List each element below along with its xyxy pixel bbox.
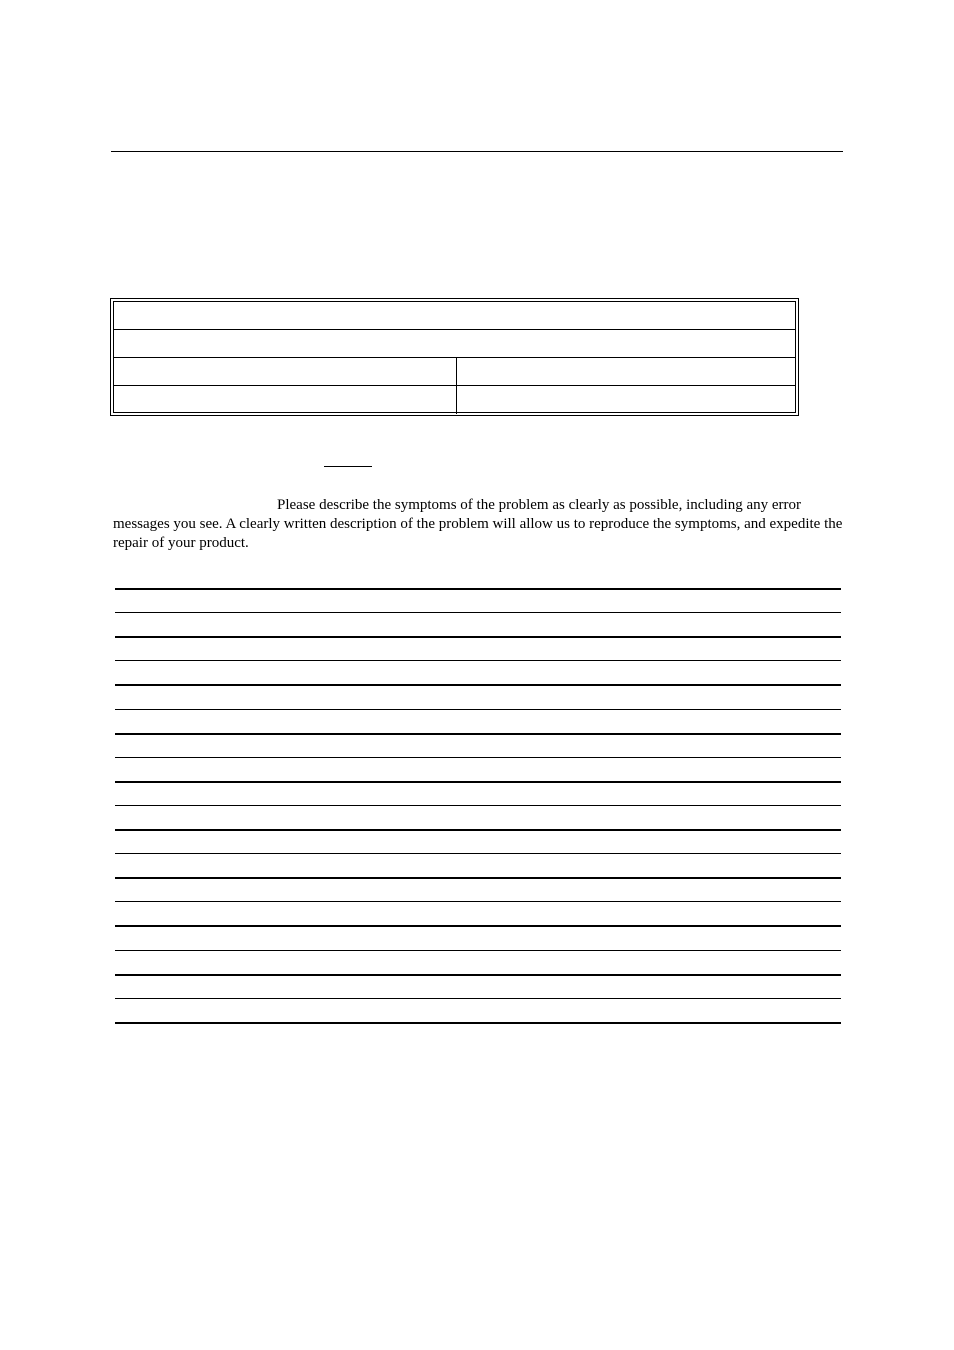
description-line[interactable] (115, 660, 841, 661)
description-line[interactable] (115, 998, 841, 999)
header-rule (111, 151, 843, 152)
problem-instructions: Please describe the symptoms of the problem as clearly as possible, including any error messages you see. A clearly written description of the problem will allow us to reproduce the symptoms, and expedite the repair of your product. (113, 497, 843, 551)
description-line[interactable] (115, 709, 841, 710)
description-line[interactable] (115, 781, 841, 783)
description-line[interactable] (115, 925, 841, 927)
description-line[interactable] (115, 853, 841, 854)
info-row-4 (114, 386, 795, 414)
customer-info-table (110, 298, 799, 416)
description-line[interactable] (115, 733, 841, 735)
description-line[interactable] (115, 636, 841, 638)
description-line[interactable] (115, 757, 841, 758)
description-line[interactable] (115, 901, 841, 902)
description-line[interactable] (115, 950, 841, 951)
description-line[interactable] (115, 684, 841, 686)
description-line[interactable] (115, 829, 841, 831)
description-line[interactable] (115, 877, 841, 879)
blank-underline[interactable] (324, 466, 372, 467)
description-line[interactable] (115, 612, 841, 613)
info-row-4-divider (456, 386, 457, 414)
info-row-3 (114, 358, 795, 386)
description-line[interactable] (115, 805, 841, 806)
info-row-3-divider (456, 358, 457, 385)
description-line[interactable] (115, 1022, 841, 1024)
description-line[interactable] (115, 974, 841, 976)
description-line[interactable] (115, 588, 841, 590)
info-row-2[interactable] (114, 330, 795, 358)
info-row-1[interactable] (114, 302, 795, 330)
customer-info-table-inner (113, 301, 796, 413)
